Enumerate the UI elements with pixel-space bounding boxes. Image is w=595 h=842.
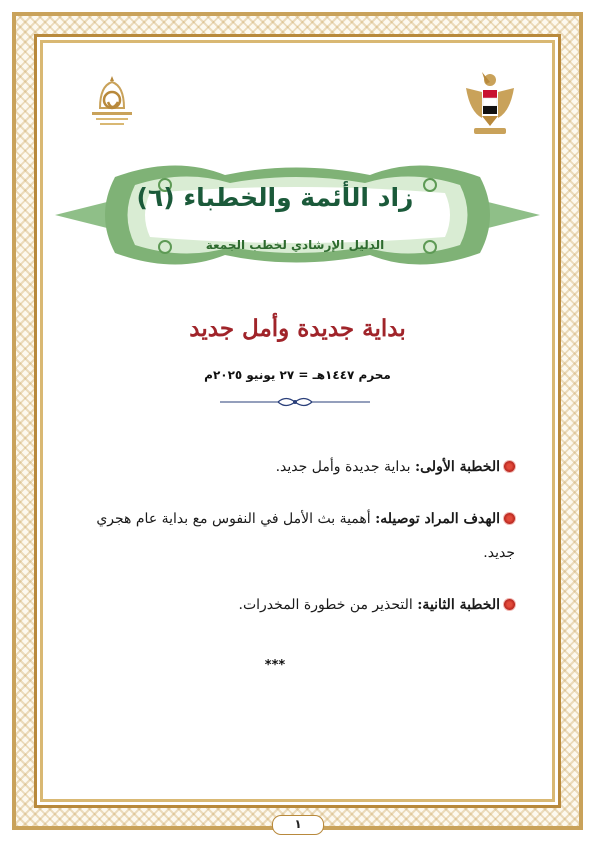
item-label: الخطبة الأولى:: [414, 459, 500, 475]
item-text: بداية جديدة وأمل جديد.: [275, 459, 415, 475]
page-number: ١: [272, 815, 324, 835]
series-subtitle: الدليل الإرشادي لخطب الجمعة: [205, 238, 385, 252]
item-text: التحذير من خطورة المخدرات.: [238, 597, 418, 613]
first-sermon-item: [65, 450, 515, 484]
title-banner-ornament: [55, 155, 540, 275]
section-separator: ***: [264, 658, 286, 673]
item-label: الخطبة الثانية:: [417, 597, 500, 613]
egypt-eagle-emblem-icon: [460, 68, 520, 140]
decorative-divider: [220, 393, 370, 411]
flower-bullet-icon: [504, 599, 515, 610]
page-border-inner: [34, 34, 561, 808]
sermon-details: [65, 450, 515, 640]
sermon-date: محرم ١٤٤٧هـ = ٢٧ يونيو ٢٠٢٥م: [204, 368, 391, 382]
item-label: الهدف المراد توصيله:: [375, 511, 500, 527]
ministry-awqaf-logo-icon: [80, 72, 144, 132]
flower-bullet-icon: [504, 461, 515, 472]
series-title: زاد الأئمة والخطباء (٦): [136, 183, 414, 212]
flower-bullet-icon: [504, 513, 515, 524]
goal-item: [65, 502, 515, 570]
sermon-title: بداية جديدة وأمل جديد: [189, 315, 406, 342]
item-text: أهمية بث الأمل في النفوس مع بداية عام هجري جديد.: [96, 511, 515, 561]
second-sermon-item: [65, 588, 515, 622]
